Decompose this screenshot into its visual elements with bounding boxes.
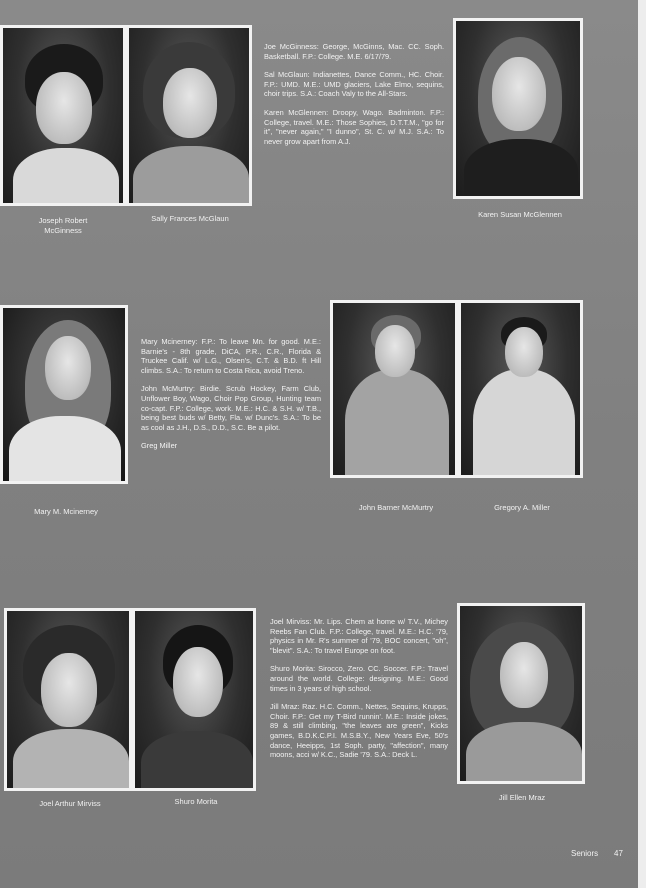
portrait-photo-mcglennen: [453, 18, 583, 199]
page-edge: [638, 0, 646, 888]
student-name-2: Sally Frances McGlaun: [151, 214, 229, 223]
student-name-8: Shuro Morita: [174, 797, 218, 806]
section-label: Seniors: [571, 849, 599, 858]
portrait-photo-mcglaun: [126, 25, 252, 206]
bio-mcglennen: Karen McGlennen: Droopy, Wago. Badminton. F.P.: College, travel. M.E.: Those Sophies, D.T.T.M., "go for it", "never again," "I dunno", St. C. w/ M.J. S.A.: To never grow apart from A.J.: [264, 107, 444, 146]
bio-mcglaun: Sal McGlaun: Indianettes, Dance Comm., HC. Choir. F.P.: UMD. M.E.: UMD glaciers, Lake Elmo, sequins, choir trips. S.A.: Coach Valy to the All-Stars.: [264, 70, 444, 99]
bio-mirviss: Joel Mirviss: Mr. Lips. Chem at home w/ T.V., Michey Reebs Fan Club. F.P.: College, travel. M.E.: H.C. '79, physics in Mr. R's summer of '79, BOC concert, "oh", "blevit". S.A.: To travel Europe on foot.: [270, 617, 448, 655]
portrait-photo-miller: [458, 300, 583, 478]
portrait-photo-mcmurtry: [330, 300, 458, 478]
student-name-5: John Barner McMurtry: [358, 503, 434, 512]
bio-block-2: [141, 337, 321, 460]
bio-mcinerney: Mary Mcinerney: F.P.: To leave Mn. for good. M.E.: Barnie's - 8th grade, DiCA, P.R., C.R., Florida & Truckee Calif. w/ L.G., Olsen's, C.T. & B.D. ft Hill climbs. S.A.: To return to Costa Rica, avoid Treno.: [141, 337, 321, 375]
portrait-photo-mraz: [457, 603, 585, 784]
student-name-9: Jill Ellen Mraz: [498, 793, 546, 802]
portrait-photo-mcginness: [0, 25, 126, 206]
bio-miller: Greg Miller: [141, 441, 178, 451]
portrait-photo-mcinerney: [0, 305, 128, 484]
portrait-photo-mirviss: [4, 608, 132, 791]
bio-mraz: Jill Mraz: Raz. H.C. Comm., Nettes, Sequins, Krupps, Choir. F.P.: Get my T-Bird runnin'. M.E.: Inside jokes, 89 & still climbing, "the leaves are green", Kicks games, B.D.K.C.P.I. M.S.B.Y., New Years Eve, 50's dance, Heeipps, 1st Soph. party, "affection", many moons, acci w/ K.C., Sadie '79. S.A.: Deck L.: [270, 702, 448, 760]
student-name-1: Joseph Robert McGinness: [38, 216, 88, 235]
student-name-7: Joel Arthur Mirviss: [39, 799, 101, 808]
bio-morita: Shuro Morita: Sirocco, Zero. CC. Soccer. F.P.: Travel around the world. College: designing. M.E.: Good times in 3 years of high school.: [270, 664, 448, 693]
bio-mcmurtry: John McMurtry: Birdie. Scrub Hockey, Farm Club, Unflower Boy, Wago, Choir Pop Group, Hunting team co-capt. F.P.: College, work. M.E.: H.C. & S.H. w/ T.B., being best buds w/ Betty, Fla. w/ Dunc's. S.A.: To be as cool as J.H., D.S., D.D., S.C. Be a pilot.: [141, 384, 321, 432]
page-number: 47: [614, 849, 623, 858]
bio-block-3: [270, 617, 448, 769]
bio-mcginness: Joe McGinness: George, McGinns, Mac. CC. Soph. Basketball. F.P.: College. M.E. 6/17/79.: [264, 42, 444, 61]
student-name-4: Mary M. Mcinerney: [34, 507, 98, 516]
student-name-3: Karen Susan McGlennen: [478, 210, 562, 219]
bio-block-1: [264, 42, 444, 155]
portrait-photo-morita: [132, 608, 256, 791]
student-name-6: Gregory A. Miller: [494, 503, 550, 512]
